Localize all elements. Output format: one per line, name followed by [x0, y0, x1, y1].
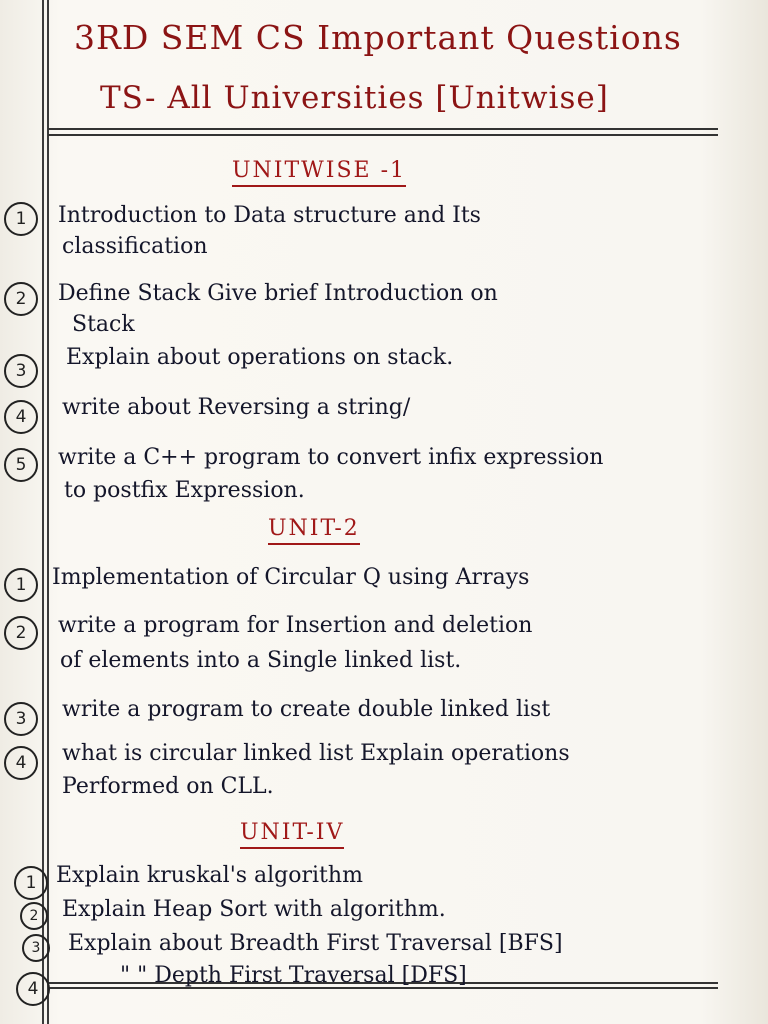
margin-line-inner: [47, 0, 49, 1024]
unit-heading-underline: [268, 543, 360, 545]
question-line: Define Stack Give brief Introduction on: [58, 281, 498, 306]
question-line: Explain kruskal's algorithm: [56, 863, 363, 888]
question-line: write a program to create double linked list: [62, 697, 551, 722]
question-line: write about Reversing a string/: [62, 395, 411, 420]
unit-heading-text: UNIT-IV: [240, 820, 345, 845]
question-number: 1: [4, 568, 38, 602]
question-number: 1: [14, 866, 48, 900]
page-title: 3RD SEM CS Important Questions: [74, 18, 682, 57]
unit-heading-underline: [232, 185, 406, 187]
question-line: classification: [62, 234, 208, 259]
unit-heading-underline: [240, 847, 344, 849]
unit-heading: [268, 516, 360, 545]
question-line: Explain about operations on stack.: [66, 345, 454, 370]
question-number: 4: [4, 746, 38, 780]
question-number: 3: [4, 354, 38, 388]
question-line: " " Depth First Traversal [DFS]: [120, 963, 467, 988]
question-line: Explain Heap Sort with algorithm.: [62, 897, 446, 922]
question-number: 5: [4, 448, 38, 482]
question-line: what is circular linked list Explain operations: [62, 741, 570, 766]
unit-heading-text: UNITWISE -1: [232, 158, 407, 183]
question-line: Implementation of Circular Q using Arrays: [52, 565, 530, 590]
question-line: write a C++ program to convert infix expression: [58, 445, 604, 470]
question-number: 4: [4, 400, 38, 434]
question-line: Stack: [72, 312, 135, 337]
question-number: 1: [4, 202, 38, 236]
question-number: 2: [20, 902, 48, 930]
unit-heading: [232, 158, 406, 187]
unit-heading: [240, 820, 344, 849]
page-subtitle: TS- All Universities [Unitwise]: [100, 80, 609, 116]
question-line: Introduction to Data structure and Its: [58, 203, 481, 228]
question-line: Explain about Breadth First Traversal [BFS]: [68, 931, 563, 956]
header-rule-1: [48, 128, 718, 130]
question-number: 3: [4, 702, 38, 736]
question-line: to postfix Expression.: [64, 478, 305, 503]
question-number: 4: [16, 972, 50, 1006]
question-line: of elements into a Single linked list.: [60, 648, 462, 673]
question-line: write a program for Insertion and deletion: [58, 613, 533, 638]
unit-heading-text: UNIT-2: [268, 516, 360, 541]
question-number: 2: [4, 616, 38, 650]
question-number: 2: [4, 282, 38, 316]
question-number: 3: [22, 934, 50, 962]
question-line: Performed on CLL.: [62, 774, 274, 799]
header-rule-2: [48, 134, 718, 136]
